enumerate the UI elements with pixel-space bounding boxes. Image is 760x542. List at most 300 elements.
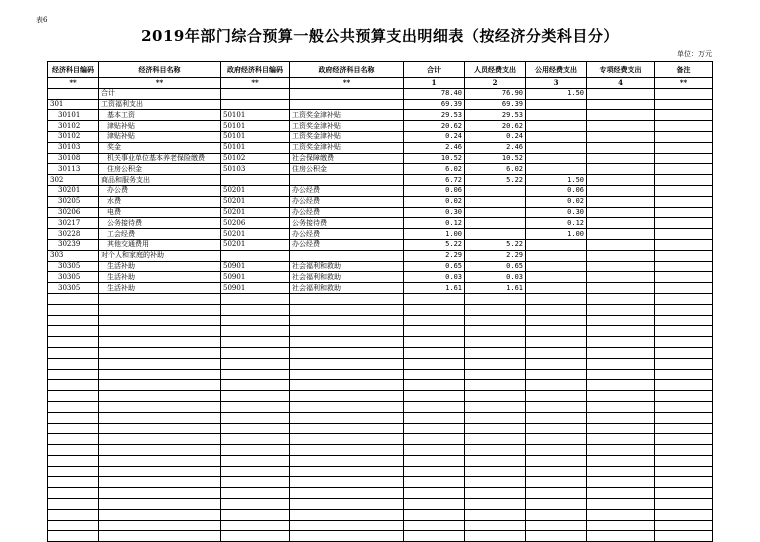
- total-cell: 29.53: [404, 110, 465, 121]
- empty-row: [48, 401, 713, 412]
- special-cell: [587, 99, 655, 110]
- table-row: [48, 88, 713, 99]
- empty-cell: [221, 455, 290, 466]
- empty-cell: [655, 304, 713, 315]
- empty-cell: [465, 423, 526, 434]
- special-cell: [587, 283, 655, 294]
- personnel-cell: 29.53: [465, 110, 526, 121]
- empty-cell: [587, 304, 655, 315]
- empty-cell: [221, 477, 290, 488]
- empty-cell: [48, 455, 99, 466]
- empty-cell: [99, 326, 221, 337]
- empty-cell: [465, 434, 526, 445]
- empty-cell: [404, 455, 465, 466]
- empty-cell: [221, 380, 290, 391]
- econ-name-cell: 机关事业单位基本养老保险缴费: [99, 153, 221, 164]
- empty-cell: [655, 531, 713, 542]
- empty-cell: [655, 337, 713, 348]
- personnel-cell: [465, 207, 526, 218]
- empty-cell: [290, 358, 404, 369]
- econ-code-cell: 30305: [48, 283, 99, 294]
- gov-code-cell: 50101: [221, 142, 290, 153]
- empty-cell: [48, 293, 99, 304]
- empty-cell: [290, 520, 404, 531]
- empty-cell: [404, 499, 465, 510]
- empty-cell: [526, 391, 587, 402]
- empty-cell: [655, 412, 713, 423]
- note-cell: [655, 131, 713, 142]
- empty-cell: [587, 488, 655, 499]
- gov-code-cell: 50201: [221, 185, 290, 196]
- table-row: [48, 110, 713, 121]
- note-cell: [655, 261, 713, 272]
- table-row: [48, 99, 713, 110]
- empty-cell: [465, 337, 526, 348]
- index-cell: **: [221, 78, 290, 89]
- empty-cell: [290, 412, 404, 423]
- table-row: [48, 185, 713, 196]
- empty-row: [48, 369, 713, 380]
- empty-cell: [48, 337, 99, 348]
- public-cell: [526, 110, 587, 121]
- empty-cell: [526, 358, 587, 369]
- empty-cell: [526, 293, 587, 304]
- empty-cell: [48, 304, 99, 315]
- gov-name-cell: 住房公积金: [290, 164, 404, 175]
- econ-code-cell: 30305: [48, 272, 99, 283]
- empty-cell: [99, 445, 221, 456]
- empty-cell: [404, 531, 465, 542]
- empty-cell: [48, 434, 99, 445]
- empty-cell: [655, 391, 713, 402]
- empty-cell: [99, 520, 221, 531]
- personnel-cell: 10.52: [465, 153, 526, 164]
- gov-name-cell: [290, 250, 404, 261]
- total-cell: 6.72: [404, 175, 465, 186]
- table-row: [48, 250, 713, 261]
- empty-cell: [99, 477, 221, 488]
- econ-name-cell: 商品和服务支出: [99, 175, 221, 186]
- note-cell: [655, 121, 713, 132]
- gov-code-cell: 50103: [221, 164, 290, 175]
- index-row: [48, 78, 713, 89]
- note-cell: [655, 110, 713, 121]
- special-cell: [587, 164, 655, 175]
- empty-cell: [404, 326, 465, 337]
- empty-cell: [404, 304, 465, 315]
- empty-cell: [465, 315, 526, 326]
- empty-cell: [655, 520, 713, 531]
- empty-cell: [48, 315, 99, 326]
- header-gov-name: 政府经济科目名称: [290, 62, 404, 78]
- gov-name-cell: 办公经费: [290, 239, 404, 250]
- empty-cell: [290, 466, 404, 477]
- special-cell: [587, 121, 655, 132]
- special-cell: [587, 250, 655, 261]
- econ-name-cell: 津贴补贴: [99, 131, 221, 142]
- personnel-cell: 76.90: [465, 88, 526, 99]
- special-cell: [587, 261, 655, 272]
- econ-code-cell: 301: [48, 99, 99, 110]
- empty-cell: [465, 347, 526, 358]
- empty-cell: [290, 293, 404, 304]
- empty-cell: [465, 509, 526, 520]
- empty-cell: [587, 531, 655, 542]
- empty-cell: [221, 412, 290, 423]
- empty-cell: [99, 347, 221, 358]
- empty-cell: [99, 401, 221, 412]
- empty-cell: [655, 358, 713, 369]
- empty-cell: [290, 391, 404, 402]
- public-cell: [526, 153, 587, 164]
- empty-cell: [655, 369, 713, 380]
- public-cell: 0.06: [526, 185, 587, 196]
- empty-cell: [48, 401, 99, 412]
- econ-code-cell: 30103: [48, 142, 99, 153]
- econ-code-cell: 30102: [48, 131, 99, 142]
- empty-cell: [99, 391, 221, 402]
- public-cell: [526, 142, 587, 153]
- total-cell: 2.29: [404, 250, 465, 261]
- empty-cell: [404, 347, 465, 358]
- empty-cell: [48, 509, 99, 520]
- empty-cell: [404, 488, 465, 499]
- gov-name-cell: 工资奖金津补贴: [290, 110, 404, 121]
- special-cell: [587, 207, 655, 218]
- empty-cell: [99, 358, 221, 369]
- header-note: 备注: [655, 62, 713, 78]
- empty-cell: [99, 380, 221, 391]
- index-cell: 3: [526, 78, 587, 89]
- empty-cell: [465, 477, 526, 488]
- empty-cell: [465, 369, 526, 380]
- econ-name-cell: 生活补助: [99, 261, 221, 272]
- empty-cell: [465, 401, 526, 412]
- special-cell: [587, 196, 655, 207]
- empty-cell: [221, 466, 290, 477]
- empty-cell: [526, 337, 587, 348]
- empty-cell: [48, 488, 99, 499]
- index-cell: 2: [465, 78, 526, 89]
- empty-cell: [99, 412, 221, 423]
- header-public: 公用经费支出: [526, 62, 587, 78]
- gov-code-cell: 50206: [221, 218, 290, 229]
- empty-cell: [404, 520, 465, 531]
- special-cell: [587, 229, 655, 240]
- empty-cell: [587, 315, 655, 326]
- empty-cell: [465, 391, 526, 402]
- total-cell: 0.24: [404, 131, 465, 142]
- empty-cell: [526, 304, 587, 315]
- empty-row: [48, 423, 713, 434]
- special-cell: [587, 110, 655, 121]
- empty-cell: [48, 326, 99, 337]
- personnel-cell: 2.29: [465, 250, 526, 261]
- empty-cell: [587, 337, 655, 348]
- note-cell: [655, 218, 713, 229]
- empty-cell: [465, 531, 526, 542]
- empty-cell: [465, 520, 526, 531]
- empty-cell: [99, 531, 221, 542]
- empty-cell: [655, 315, 713, 326]
- empty-cell: [655, 466, 713, 477]
- empty-cell: [526, 455, 587, 466]
- empty-cell: [290, 477, 404, 488]
- empty-cell: [99, 434, 221, 445]
- special-cell: [587, 185, 655, 196]
- empty-cell: [48, 499, 99, 510]
- total-cell: 20.62: [404, 121, 465, 132]
- empty-cell: [655, 380, 713, 391]
- note-cell: [655, 229, 713, 240]
- total-cell: 78.40: [404, 88, 465, 99]
- empty-cell: [290, 401, 404, 412]
- empty-cell: [48, 520, 99, 531]
- note-cell: [655, 142, 713, 153]
- empty-cell: [526, 499, 587, 510]
- empty-cell: [526, 466, 587, 477]
- table-row: [48, 229, 713, 240]
- empty-cell: [48, 412, 99, 423]
- index-cell: **: [99, 78, 221, 89]
- gov-name-cell: [290, 99, 404, 110]
- public-cell: [526, 121, 587, 132]
- empty-cell: [221, 401, 290, 412]
- special-cell: [587, 218, 655, 229]
- table-row: [48, 218, 713, 229]
- gov-code-cell: [221, 175, 290, 186]
- econ-code-cell: 30101: [48, 110, 99, 121]
- public-cell: [526, 164, 587, 175]
- empty-row: [48, 520, 713, 531]
- empty-row: [48, 358, 713, 369]
- personnel-cell: 0.03: [465, 272, 526, 283]
- econ-name-cell: 电费: [99, 207, 221, 218]
- empty-cell: [221, 337, 290, 348]
- total-cell: 1.61: [404, 283, 465, 294]
- note-cell: [655, 164, 713, 175]
- empty-cell: [587, 499, 655, 510]
- empty-cell: [587, 445, 655, 456]
- empty-cell: [221, 531, 290, 542]
- empty-cell: [404, 445, 465, 456]
- empty-cell: [587, 401, 655, 412]
- gov-name-cell: 工资奖金津补贴: [290, 131, 404, 142]
- empty-cell: [99, 423, 221, 434]
- index-cell: 1: [404, 78, 465, 89]
- note-cell: [655, 185, 713, 196]
- econ-code-cell: 30108: [48, 153, 99, 164]
- empty-cell: [587, 347, 655, 358]
- index-cell: **: [290, 78, 404, 89]
- empty-cell: [465, 466, 526, 477]
- econ-name-cell: 办公费: [99, 185, 221, 196]
- empty-row: [48, 434, 713, 445]
- empty-cell: [221, 326, 290, 337]
- gov-name-cell: 社会保障缴费: [290, 153, 404, 164]
- header-special: 专项经费支出: [587, 62, 655, 78]
- empty-cell: [587, 509, 655, 520]
- empty-cell: [655, 401, 713, 412]
- econ-name-cell: 生活补助: [99, 272, 221, 283]
- note-cell: [655, 207, 713, 218]
- gov-name-cell: 办公经费: [290, 196, 404, 207]
- gov-code-cell: 50901: [221, 283, 290, 294]
- empty-cell: [290, 499, 404, 510]
- empty-cell: [587, 434, 655, 445]
- empty-cell: [221, 347, 290, 358]
- index-cell: **: [48, 78, 99, 89]
- empty-cell: [465, 358, 526, 369]
- empty-cell: [526, 326, 587, 337]
- econ-code-cell: 303: [48, 250, 99, 261]
- empty-row: [48, 380, 713, 391]
- gov-code-cell: 50101: [221, 121, 290, 132]
- personnel-cell: 0.65: [465, 261, 526, 272]
- table-row: [48, 142, 713, 153]
- gov-code-cell: 50201: [221, 239, 290, 250]
- empty-cell: [48, 380, 99, 391]
- econ-name-cell: 公务接待费: [99, 218, 221, 229]
- empty-cell: [48, 358, 99, 369]
- public-cell: [526, 261, 587, 272]
- total-cell: 5.22: [404, 239, 465, 250]
- personnel-cell: 1.61: [465, 283, 526, 294]
- personnel-cell: [465, 229, 526, 240]
- empty-cell: [404, 369, 465, 380]
- empty-cell: [221, 445, 290, 456]
- header-personnel: 人员经费支出: [465, 62, 526, 78]
- empty-cell: [655, 477, 713, 488]
- empty-cell: [221, 499, 290, 510]
- empty-cell: [655, 509, 713, 520]
- personnel-cell: 20.62: [465, 121, 526, 132]
- personnel-cell: 2.46: [465, 142, 526, 153]
- gov-name-cell: 公务接待费: [290, 218, 404, 229]
- empty-cell: [465, 499, 526, 510]
- public-cell: [526, 272, 587, 283]
- empty-cell: [587, 477, 655, 488]
- empty-cell: [290, 326, 404, 337]
- empty-cell: [290, 304, 404, 315]
- gov-name-cell: [290, 175, 404, 186]
- empty-cell: [290, 434, 404, 445]
- empty-cell: [99, 455, 221, 466]
- gov-code-cell: 50901: [221, 261, 290, 272]
- table-number-label: 表6: [36, 16, 48, 24]
- gov-name-cell: 社会福利和救助: [290, 272, 404, 283]
- empty-cell: [290, 455, 404, 466]
- empty-cell: [99, 315, 221, 326]
- gov-code-cell: 50901: [221, 272, 290, 283]
- empty-cell: [465, 412, 526, 423]
- econ-name-cell: 工资福利支出: [99, 99, 221, 110]
- empty-cell: [221, 304, 290, 315]
- table-row: [48, 196, 713, 207]
- total-cell: 1.00: [404, 229, 465, 240]
- empty-cell: [48, 391, 99, 402]
- empty-cell: [526, 477, 587, 488]
- total-cell: 6.02: [404, 164, 465, 175]
- empty-cell: [655, 488, 713, 499]
- empty-cell: [587, 412, 655, 423]
- econ-code-cell: [48, 88, 99, 99]
- econ-code-cell: 30201: [48, 185, 99, 196]
- gov-name-cell: 工资奖金津补贴: [290, 142, 404, 153]
- empty-cell: [404, 423, 465, 434]
- public-cell: 1.50: [526, 175, 587, 186]
- empty-cell: [587, 326, 655, 337]
- empty-cell: [526, 412, 587, 423]
- econ-code-cell: 30305: [48, 261, 99, 272]
- table-row: [48, 272, 713, 283]
- empty-row: [48, 477, 713, 488]
- empty-cell: [526, 509, 587, 520]
- public-cell: 0.02: [526, 196, 587, 207]
- econ-name-cell: 奖金: [99, 142, 221, 153]
- empty-cell: [526, 380, 587, 391]
- gov-name-cell: 工资奖金津补贴: [290, 121, 404, 132]
- econ-code-cell: 30113: [48, 164, 99, 175]
- gov-name-cell: 办公经费: [290, 207, 404, 218]
- empty-row: [48, 347, 713, 358]
- empty-cell: [526, 434, 587, 445]
- empty-cell: [587, 391, 655, 402]
- empty-cell: [465, 326, 526, 337]
- empty-cell: [221, 423, 290, 434]
- personnel-cell: 0.24: [465, 131, 526, 142]
- total-cell: 0.30: [404, 207, 465, 218]
- empty-cell: [48, 477, 99, 488]
- public-cell: [526, 283, 587, 294]
- empty-row: [48, 326, 713, 337]
- empty-cell: [290, 488, 404, 499]
- empty-cell: [290, 380, 404, 391]
- empty-cell: [404, 315, 465, 326]
- empty-row: [48, 315, 713, 326]
- header-row: [48, 62, 713, 78]
- public-cell: [526, 239, 587, 250]
- empty-cell: [99, 337, 221, 348]
- empty-cell: [526, 445, 587, 456]
- empty-cell: [221, 509, 290, 520]
- empty-cell: [655, 326, 713, 337]
- econ-name-cell: 其他交通费用: [99, 239, 221, 250]
- empty-row: [48, 391, 713, 402]
- table-row: [48, 121, 713, 132]
- empty-cell: [48, 423, 99, 434]
- personnel-cell: 69.39: [465, 99, 526, 110]
- public-cell: 0.12: [526, 218, 587, 229]
- total-cell: 69.39: [404, 99, 465, 110]
- note-cell: [655, 99, 713, 110]
- empty-cell: [465, 380, 526, 391]
- gov-code-cell: 50201: [221, 229, 290, 240]
- total-cell: 0.06: [404, 185, 465, 196]
- empty-cell: [526, 423, 587, 434]
- econ-code-cell: 302: [48, 175, 99, 186]
- table-row: [48, 153, 713, 164]
- econ-code-cell: 30239: [48, 239, 99, 250]
- empty-cell: [221, 293, 290, 304]
- empty-cell: [587, 423, 655, 434]
- special-cell: [587, 153, 655, 164]
- empty-cell: [587, 358, 655, 369]
- public-cell: 0.30: [526, 207, 587, 218]
- gov-name-cell: 社会福利和救助: [290, 261, 404, 272]
- total-cell: 0.65: [404, 261, 465, 272]
- gov-code-cell: [221, 88, 290, 99]
